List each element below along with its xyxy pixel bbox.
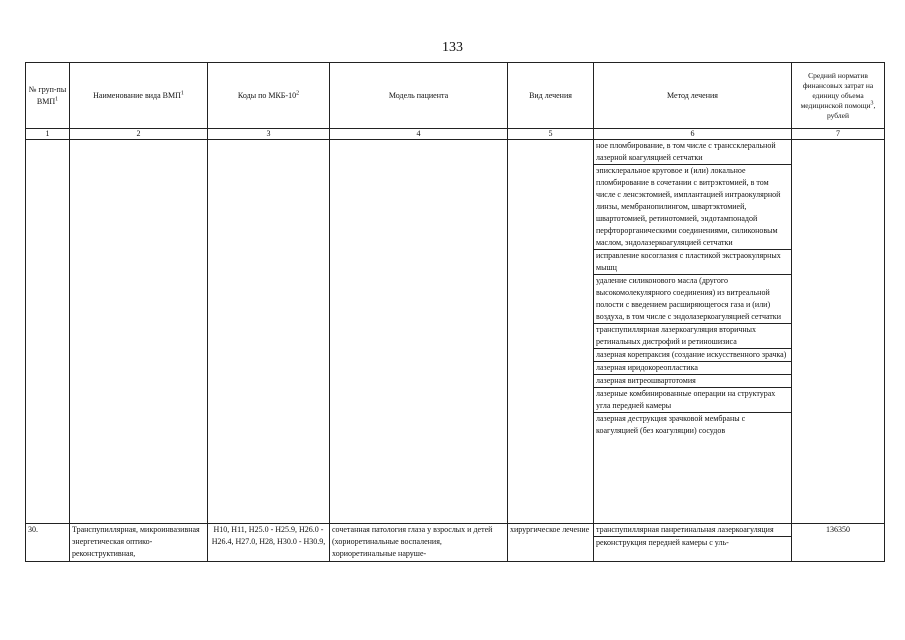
column-number: 2 [70, 129, 208, 140]
method-item: реконструкция передней камеры с уль- [596, 538, 729, 547]
header-patient-model: Модель пациента [330, 63, 508, 129]
method-item: лазерная витреошвартотомия [594, 375, 791, 388]
header-icd-codes: Коды по МКБ-$10^2$ [208, 63, 330, 129]
treatment-methods-cell [594, 524, 792, 562]
column-number: 7 [792, 129, 885, 140]
group-number: 30. [26, 524, 70, 562]
vmp-name: Транспупиллярная, микроинвазивная энергетическая оптико-реконструктивная, [70, 524, 208, 562]
method-item: транспупиллярная лазеркоагуляция вторичных ретинальных дистрофий и ретиношизиса [594, 324, 791, 349]
cell-empty [330, 140, 508, 524]
icd-codes: H10, H11, H25.0 - H25.9, H26.0 - H26.4, H27.0, H28, H30.0 - H30.9, [208, 524, 330, 562]
cost-value: 136350 [792, 524, 885, 562]
header-cost-standard: Средний норматив финансовых затрат на единицу объема медицинской помощи$^3$, рублей [792, 63, 885, 129]
method-item: лазерная иридокореопластика [594, 362, 791, 375]
patient-model: сочетанная патология глаза у взрослых и детей (хориоретинальные воспаления, хориоретинальные наруше- [330, 524, 508, 562]
cell-empty [26, 140, 70, 524]
column-number: 5 [508, 129, 594, 140]
column-number: 1 [26, 129, 70, 140]
treatment-methods-cell [594, 140, 792, 524]
page-number: 133 [442, 40, 463, 55]
column-number: 6 [594, 129, 792, 140]
table-row-group-30 [26, 524, 885, 562]
method-item: лазерная деструкция зрачковой мембраны с коагуляцией (без коагуляции) сосудов [596, 414, 746, 435]
cell-empty [792, 140, 885, 524]
cell-empty [70, 140, 208, 524]
cell-empty [208, 140, 330, 524]
column-number: 4 [330, 129, 508, 140]
table-row-continuation [26, 140, 885, 524]
treatment-type: хирургическое лечение [508, 524, 594, 562]
header-vmp-name: Наименование вида ВМП$^1$ [70, 63, 208, 129]
header-row [26, 63, 885, 129]
method-item: удаление силиконового масла (другого высокомолекулярного соединения) из витреальной полости с введением расширяющегося газа и (или) воздуха, в том числе с эндолазеркоагуляцией сетчатки [594, 275, 791, 324]
cell-empty [508, 140, 594, 524]
header-group-number: № груп-пы ВМП$^1$ [26, 63, 70, 129]
method-item: транспупиллярная панретинальная лазеркоагуляция [594, 524, 791, 537]
method-item: лазерные комбинированные операции на структурах угла передней камеры [594, 388, 791, 413]
column-numbers-row [26, 129, 885, 140]
column-number: 3 [208, 129, 330, 140]
method-item: исправление косоглазия с пластикой экстраокулярных мышц [594, 250, 791, 275]
method-item: ное пломбирование, в том числе с транссклеральной лазерной коагуляцией сетчатки [594, 140, 791, 165]
header-treatment-method: Метод лечения [594, 63, 792, 129]
header-treatment-type: Вид лечения [508, 63, 594, 129]
vmp-table [25, 62, 885, 562]
method-item: лазерная корепраксия (создание искусственного зрачка) [594, 349, 791, 362]
method-item: эписклеральное круговое и (или) локальное пломбирование в сочетании с витрэктомией, в том числе с ленсэктомией, имплантацией интраокулярной линзы, мембранопилингом, швартэктомией, швартотомией, ретинотомией, эндотампонадой перфторорганическими соединениями, силиконовым маслом, эндолазеркоагуляцией сетчатки [594, 165, 791, 250]
